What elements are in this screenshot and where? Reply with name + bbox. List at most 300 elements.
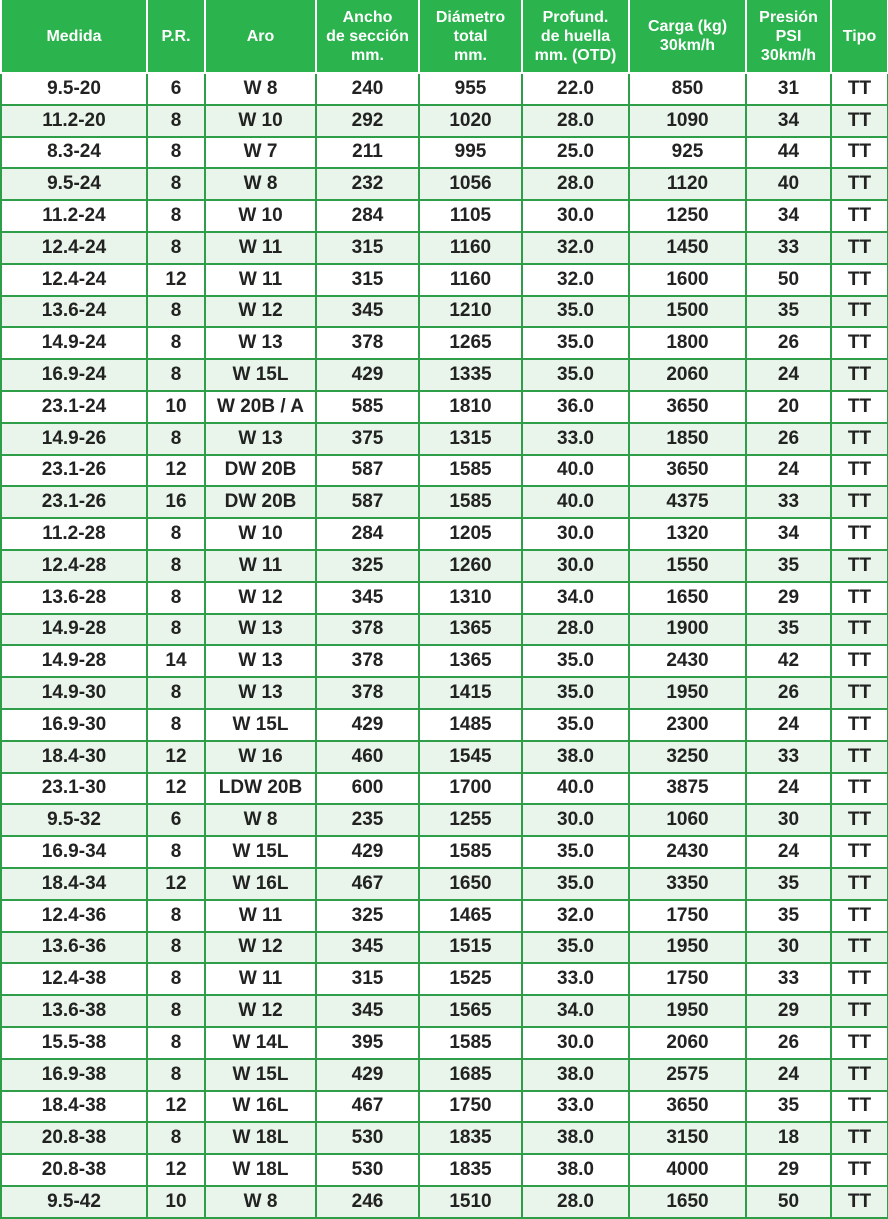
cell-aro: DW 20B <box>205 486 316 518</box>
cell-aro: W 13 <box>205 614 316 646</box>
cell-carga: 3150 <box>629 1122 746 1154</box>
cell-aro: W 18L <box>205 1154 316 1186</box>
cell-medida: 16.9-30 <box>1 709 147 741</box>
cell-medida: 9.5-42 <box>1 1186 147 1218</box>
table-row <box>1 963 888 995</box>
table-row <box>1 1027 888 1059</box>
cell-pres: 26 <box>746 1027 831 1059</box>
cell-diam: 1685 <box>419 1059 522 1091</box>
header-carga-line: Carga (kg) <box>647 18 728 35</box>
cell-aro: W 18L <box>205 1122 316 1154</box>
cell-tipo: TT <box>831 995 888 1027</box>
header-ancho-line: de sección <box>326 27 409 45</box>
cell-aro: W 11 <box>205 232 316 264</box>
cell-tipo: TT <box>831 1186 888 1218</box>
cell-medida: 11.2-24 <box>1 200 147 232</box>
cell-pres: 29 <box>746 1154 831 1186</box>
cell-medida: 23.1-26 <box>1 455 147 487</box>
table-row <box>1 741 888 773</box>
cell-diam: 1525 <box>419 963 522 995</box>
cell-pres: 35 <box>746 868 831 900</box>
cell-aro: DW 20B <box>205 455 316 487</box>
cell-medida: 18.4-34 <box>1 868 147 900</box>
cell-tipo: TT <box>831 900 888 932</box>
cell-diam: 1545 <box>419 741 522 773</box>
cell-medida: 14.9-28 <box>1 645 147 677</box>
cell-diam: 1585 <box>419 1027 522 1059</box>
cell-carga: 1450 <box>629 232 746 264</box>
cell-ancho: 378 <box>316 327 419 359</box>
cell-prof: 30.0 <box>522 200 629 232</box>
cell-pres: 24 <box>746 359 831 391</box>
table-row <box>1 868 888 900</box>
cell-tipo: TT <box>831 73 888 105</box>
cell-carga: 4375 <box>629 486 746 518</box>
cell-pr: 8 <box>147 518 205 550</box>
header-pres-line: PSI <box>775 27 802 45</box>
cell-pr: 10 <box>147 1186 205 1218</box>
cell-tipo: TT <box>831 582 888 614</box>
cell-diam: 1365 <box>419 614 522 646</box>
cell-pr: 12 <box>147 773 205 805</box>
cell-carga: 2430 <box>629 645 746 677</box>
header-pres-line: 30km/h <box>760 46 817 64</box>
cell-diam: 1315 <box>419 423 522 455</box>
cell-pres: 24 <box>746 455 831 487</box>
cell-carga: 4000 <box>629 1154 746 1186</box>
cell-tipo: TT <box>831 1122 888 1154</box>
cell-diam: 1750 <box>419 1091 522 1123</box>
table-row <box>1 137 888 169</box>
cell-tipo: TT <box>831 327 888 359</box>
cell-medida: 14.9-24 <box>1 327 147 359</box>
cell-pres: 30 <box>746 932 831 964</box>
cell-ancho: 530 <box>316 1122 419 1154</box>
cell-medida: 13.6-28 <box>1 582 147 614</box>
cell-pr: 8 <box>147 1122 205 1154</box>
cell-diam: 1310 <box>419 582 522 614</box>
cell-carga: 3250 <box>629 741 746 773</box>
cell-ancho: 587 <box>316 455 419 487</box>
cell-medida: 12.4-28 <box>1 550 147 582</box>
cell-diam: 1515 <box>419 932 522 964</box>
cell-pres: 29 <box>746 582 831 614</box>
cell-pres: 42 <box>746 645 831 677</box>
cell-ancho: 395 <box>316 1027 419 1059</box>
cell-ancho: 429 <box>316 836 419 868</box>
cell-prof: 30.0 <box>522 1027 629 1059</box>
cell-medida: 12.4-38 <box>1 963 147 995</box>
cell-tipo: TT <box>831 423 888 455</box>
cell-aro: W 13 <box>205 327 316 359</box>
table-row <box>1 995 888 1027</box>
cell-ancho: 315 <box>316 264 419 296</box>
cell-prof: 30.0 <box>522 804 629 836</box>
cell-ancho: 345 <box>316 932 419 964</box>
table-row <box>1 1186 888 1218</box>
cell-ancho: 429 <box>316 1059 419 1091</box>
cell-prof: 40.0 <box>522 773 629 805</box>
cell-prof: 40.0 <box>522 455 629 487</box>
cell-medida: 14.9-28 <box>1 614 147 646</box>
cell-aro: W 7 <box>205 137 316 169</box>
cell-tipo: TT <box>831 741 888 773</box>
cell-aro: LDW 20B <box>205 773 316 805</box>
cell-pr: 8 <box>147 137 205 169</box>
cell-carga: 1320 <box>629 518 746 550</box>
cell-prof: 30.0 <box>522 550 629 582</box>
cell-pres: 35 <box>746 1091 831 1123</box>
cell-carga: 2060 <box>629 359 746 391</box>
cell-carga: 3350 <box>629 868 746 900</box>
cell-diam: 1020 <box>419 105 522 137</box>
cell-diam: 1835 <box>419 1122 522 1154</box>
cell-medida: 9.5-32 <box>1 804 147 836</box>
table-row <box>1 105 888 137</box>
table-row <box>1 1154 888 1186</box>
cell-aro: W 11 <box>205 900 316 932</box>
table-row <box>1 264 888 296</box>
cell-tipo: TT <box>831 200 888 232</box>
cell-aro: W 11 <box>205 264 316 296</box>
cell-prof: 35.0 <box>522 645 629 677</box>
cell-carga: 1250 <box>629 200 746 232</box>
table-row <box>1 1122 888 1154</box>
cell-carga: 3650 <box>629 391 746 423</box>
cell-diam: 1335 <box>419 359 522 391</box>
cell-prof: 33.0 <box>522 963 629 995</box>
cell-ancho: 232 <box>316 168 419 200</box>
table-row <box>1 1059 888 1091</box>
cell-carga: 1750 <box>629 900 746 932</box>
header-pres-line: Presión <box>759 8 818 26</box>
header-prof-line: de huella <box>540 27 611 45</box>
cell-carga: 1950 <box>629 995 746 1027</box>
cell-prof: 28.0 <box>522 1186 629 1218</box>
header-ancho-line: mm. <box>351 46 384 64</box>
cell-pr: 8 <box>147 709 205 741</box>
cell-ancho: 530 <box>316 1154 419 1186</box>
cell-aro: W 11 <box>205 963 316 995</box>
cell-prof: 30.0 <box>522 518 629 550</box>
cell-aro: W 12 <box>205 932 316 964</box>
cell-diam: 1585 <box>419 455 522 487</box>
header-pr-line: P.R. <box>161 27 191 45</box>
cell-aro: W 13 <box>205 423 316 455</box>
cell-ancho: 240 <box>316 73 419 105</box>
table-row <box>1 614 888 646</box>
cell-pr: 8 <box>147 677 205 709</box>
table-row <box>1 518 888 550</box>
cell-pr: 8 <box>147 900 205 932</box>
cell-tipo: TT <box>831 105 888 137</box>
cell-carga: 3650 <box>629 1091 746 1123</box>
cell-prof: 34.0 <box>522 995 629 1027</box>
cell-tipo: TT <box>831 232 888 264</box>
cell-aro: W 12 <box>205 582 316 614</box>
cell-carga: 1800 <box>629 327 746 359</box>
cell-carga: 3875 <box>629 773 746 805</box>
cell-diam: 1650 <box>419 868 522 900</box>
cell-medida: 12.4-24 <box>1 264 147 296</box>
table-row <box>1 73 888 105</box>
header-prof-line: mm. (OTD) <box>534 46 617 64</box>
cell-prof: 35.0 <box>522 709 629 741</box>
cell-medida: 14.9-30 <box>1 677 147 709</box>
cell-pr: 12 <box>147 455 205 487</box>
cell-pres: 33 <box>746 232 831 264</box>
cell-tipo: TT <box>831 391 888 423</box>
cell-aro: W 15L <box>205 359 316 391</box>
cell-pr: 8 <box>147 614 205 646</box>
cell-diam: 955 <box>419 73 522 105</box>
cell-medida: 13.6-38 <box>1 995 147 1027</box>
cell-diam: 1255 <box>419 804 522 836</box>
table-header <box>1 0 888 73</box>
cell-carga: 1600 <box>629 264 746 296</box>
cell-aro: W 8 <box>205 73 316 105</box>
header-medida <box>1 0 147 73</box>
table-row <box>1 804 888 836</box>
table-row <box>1 582 888 614</box>
cell-tipo: TT <box>831 645 888 677</box>
cell-carga: 850 <box>629 73 746 105</box>
cell-prof: 32.0 <box>522 232 629 264</box>
cell-carga: 1060 <box>629 804 746 836</box>
table-row <box>1 645 888 677</box>
cell-carga: 1550 <box>629 550 746 582</box>
cell-pr: 8 <box>147 963 205 995</box>
cell-ancho: 345 <box>316 582 419 614</box>
cell-carga: 1950 <box>629 932 746 964</box>
cell-pr: 12 <box>147 1091 205 1123</box>
cell-ancho: 325 <box>316 550 419 582</box>
cell-diam: 1265 <box>419 327 522 359</box>
header-prof <box>522 0 629 73</box>
cell-aro: W 8 <box>205 168 316 200</box>
cell-pr: 8 <box>147 105 205 137</box>
cell-prof: 38.0 <box>522 741 629 773</box>
cell-pres: 34 <box>746 105 831 137</box>
cell-aro: W 13 <box>205 677 316 709</box>
cell-aro: W 13 <box>205 645 316 677</box>
cell-pres: 40 <box>746 168 831 200</box>
cell-ancho: 284 <box>316 200 419 232</box>
cell-prof: 35.0 <box>522 868 629 900</box>
cell-pres: 35 <box>746 296 831 328</box>
table-row <box>1 900 888 932</box>
cell-tipo: TT <box>831 963 888 995</box>
cell-pr: 6 <box>147 804 205 836</box>
cell-diam: 1160 <box>419 232 522 264</box>
cell-pr: 16 <box>147 486 205 518</box>
cell-tipo: TT <box>831 168 888 200</box>
cell-carga: 2060 <box>629 1027 746 1059</box>
header-ancho-line: Ancho <box>342 8 393 26</box>
cell-prof: 35.0 <box>522 677 629 709</box>
cell-ancho: 246 <box>316 1186 419 1218</box>
cell-diam: 1510 <box>419 1186 522 1218</box>
cell-pr: 8 <box>147 550 205 582</box>
cell-ancho: 325 <box>316 900 419 932</box>
cell-ancho: 460 <box>316 741 419 773</box>
cell-pres: 50 <box>746 264 831 296</box>
cell-pres: 50 <box>746 1186 831 1218</box>
cell-ancho: 375 <box>316 423 419 455</box>
cell-ancho: 211 <box>316 137 419 169</box>
header-aro <box>205 0 316 73</box>
table-body <box>1 73 888 1218</box>
cell-pres: 26 <box>746 327 831 359</box>
cell-pr: 10 <box>147 391 205 423</box>
table-row <box>1 709 888 741</box>
cell-medida: 23.1-24 <box>1 391 147 423</box>
header-tipo <box>831 0 888 73</box>
cell-medida: 9.5-24 <box>1 168 147 200</box>
cell-ancho: 378 <box>316 614 419 646</box>
cell-ancho: 587 <box>316 486 419 518</box>
cell-prof: 33.0 <box>522 423 629 455</box>
cell-diam: 995 <box>419 137 522 169</box>
cell-medida: 13.6-24 <box>1 296 147 328</box>
cell-medida: 14.9-26 <box>1 423 147 455</box>
cell-carga: 1090 <box>629 105 746 137</box>
cell-pr: 8 <box>147 932 205 964</box>
header-prof-line: Profund. <box>542 8 609 26</box>
cell-diam: 1485 <box>419 709 522 741</box>
cell-ancho: 345 <box>316 296 419 328</box>
cell-ancho: 315 <box>316 232 419 264</box>
cell-tipo: TT <box>831 137 888 169</box>
cell-tipo: TT <box>831 455 888 487</box>
header-ancho <box>316 0 419 73</box>
cell-pr: 8 <box>147 200 205 232</box>
cell-tipo: TT <box>831 550 888 582</box>
cell-aro: W 16L <box>205 1091 316 1123</box>
table-row <box>1 168 888 200</box>
cell-diam: 1585 <box>419 486 522 518</box>
header-diam-line: Diámetro <box>435 8 506 26</box>
cell-diam: 1105 <box>419 200 522 232</box>
cell-prof: 35.0 <box>522 296 629 328</box>
cell-carga: 1850 <box>629 423 746 455</box>
table-row <box>1 391 888 423</box>
cell-carga: 1900 <box>629 614 746 646</box>
cell-ancho: 284 <box>316 518 419 550</box>
cell-ancho: 235 <box>316 804 419 836</box>
cell-ancho: 315 <box>316 963 419 995</box>
cell-pr: 8 <box>147 296 205 328</box>
cell-aro: W 20B / A <box>205 391 316 423</box>
cell-pr: 8 <box>147 1027 205 1059</box>
cell-prof: 34.0 <box>522 582 629 614</box>
cell-pres: 35 <box>746 614 831 646</box>
cell-tipo: TT <box>831 1027 888 1059</box>
cell-aro: W 10 <box>205 105 316 137</box>
cell-carga: 2575 <box>629 1059 746 1091</box>
table-row <box>1 455 888 487</box>
cell-pres: 34 <box>746 200 831 232</box>
cell-medida: 18.4-38 <box>1 1091 147 1123</box>
header-tipo-line: Tipo <box>842 27 877 45</box>
cell-aro: W 8 <box>205 804 316 836</box>
cell-carga: 3650 <box>629 455 746 487</box>
cell-aro: W 11 <box>205 550 316 582</box>
cell-medida: 16.9-24 <box>1 359 147 391</box>
table-row <box>1 200 888 232</box>
cell-prof: 25.0 <box>522 137 629 169</box>
cell-diam: 1700 <box>419 773 522 805</box>
cell-diam: 1160 <box>419 264 522 296</box>
cell-diam: 1810 <box>419 391 522 423</box>
cell-tipo: TT <box>831 359 888 391</box>
cell-carga: 1120 <box>629 168 746 200</box>
cell-diam: 1835 <box>419 1154 522 1186</box>
cell-pres: 24 <box>746 773 831 805</box>
cell-tipo: TT <box>831 296 888 328</box>
cell-medida: 20.8-38 <box>1 1122 147 1154</box>
header-diam-line: total <box>453 27 488 45</box>
header-diam <box>419 0 522 73</box>
cell-pr: 12 <box>147 741 205 773</box>
cell-prof: 38.0 <box>522 1122 629 1154</box>
cell-prof: 35.0 <box>522 836 629 868</box>
cell-pr: 14 <box>147 645 205 677</box>
cell-medida: 12.4-36 <box>1 900 147 932</box>
header-pr <box>147 0 205 73</box>
cell-prof: 32.0 <box>522 900 629 932</box>
cell-ancho: 345 <box>316 995 419 1027</box>
cell-carga: 925 <box>629 137 746 169</box>
cell-pres: 44 <box>746 137 831 169</box>
cell-carga: 1950 <box>629 677 746 709</box>
cell-tipo: TT <box>831 836 888 868</box>
cell-aro: W 10 <box>205 200 316 232</box>
cell-pres: 30 <box>746 804 831 836</box>
cell-tipo: TT <box>831 773 888 805</box>
cell-aro: W 16L <box>205 868 316 900</box>
cell-carga: 1750 <box>629 963 746 995</box>
cell-aro: W 8 <box>205 1186 316 1218</box>
cell-pr: 8 <box>147 1059 205 1091</box>
cell-pres: 20 <box>746 391 831 423</box>
table-row <box>1 486 888 518</box>
cell-pr: 8 <box>147 423 205 455</box>
cell-carga: 1650 <box>629 582 746 614</box>
cell-ancho: 585 <box>316 391 419 423</box>
cell-prof: 36.0 <box>522 391 629 423</box>
cell-medida: 11.2-20 <box>1 105 147 137</box>
cell-ancho: 467 <box>316 868 419 900</box>
cell-ancho: 467 <box>316 1091 419 1123</box>
cell-diam: 1465 <box>419 900 522 932</box>
cell-medida: 12.4-24 <box>1 232 147 264</box>
cell-prof: 33.0 <box>522 1091 629 1123</box>
cell-pres: 29 <box>746 995 831 1027</box>
cell-tipo: TT <box>831 1154 888 1186</box>
cell-aro: W 15L <box>205 1059 316 1091</box>
cell-pr: 12 <box>147 868 205 900</box>
cell-prof: 28.0 <box>522 168 629 200</box>
cell-pres: 26 <box>746 677 831 709</box>
cell-tipo: TT <box>831 868 888 900</box>
cell-pr: 6 <box>147 73 205 105</box>
table-row <box>1 677 888 709</box>
cell-tipo: TT <box>831 518 888 550</box>
table-row <box>1 232 888 264</box>
cell-tipo: TT <box>831 1059 888 1091</box>
header-pres <box>746 0 831 73</box>
